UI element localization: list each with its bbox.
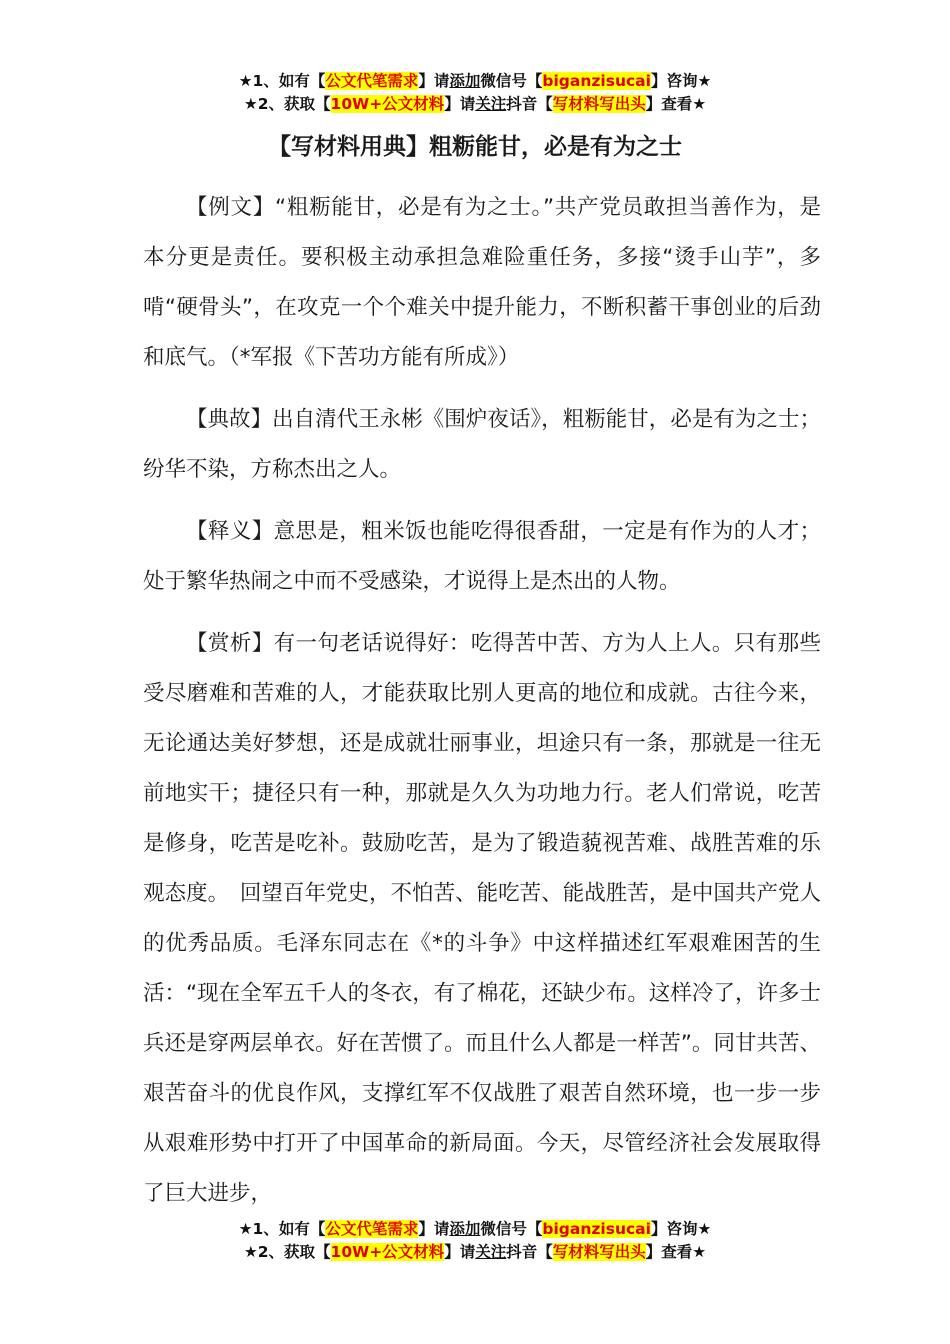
paragraph-appreciation: 【赏析】有一句老话说得好：吃得苦中苦、方为人上人。只有那些受尽磨难和苦难的人，才能获取比别人更高的地位和成就。古往今来，无论通达美好梦想，还是成就壮丽事业，坦途只有一条，那就是一往无前地实干；捷径只有一种，那就是久久为功地力行。老人们常说，吃苦是修身，吃苦是吃补。鼓励吃苦，是为了锻造藐视苦难、战胜苦难的乐观态度。 回望百年党史，不怕苦、能吃苦、能战胜苦，是中国共产党人的优秀品质。毛泽东同志在《*的斗争》中这样描述红军艰难困苦的生活：“现在全军五千人的冬衣，有了棉花，还缺少布。这样冷了，许多士兵还是穿两层单衣。好在苦惯了。而且什么人都是一样苦”。同甘共苦、艰苦奋斗的优良作风，支撑红军不仅战胜了艰苦自然环境，也一步一步从艰难形势中打开了中国革命的新局面。今天，尽管经济社会发展取得了巨大进步，: [143, 631, 821, 1206]
promo-text: 微信号【: [480, 72, 543, 90]
promo-highlight: 公文代笔需求: [325, 72, 419, 90]
promo-highlight: 10W+公文材料: [330, 95, 445, 113]
promo-text: ★2、获取【: [243, 95, 331, 113]
promo-underlined: 添加: [449, 1220, 481, 1238]
promo-highlight-wechat-id: biganzisucai: [542, 1220, 651, 1238]
promo-underlined: 关注: [475, 1243, 507, 1261]
promo-highlight-douyin: 写材料写出头: [552, 95, 646, 113]
paragraph-meaning: 【释义】意思是，粗米饭也能吃得很香甜，一定是有作为的人才；处于繁华热闹之中而不受感染，才说得上是杰出的人物。: [143, 519, 821, 594]
promo-text: ★2、获取【: [243, 1243, 331, 1261]
paragraph-example: 【例文】“粗粝能甘，必是有为之士。”共产党员敢担当善作为，是本分更是责任。要积极主动承担急难险重任务，多接“烫手山芋”，多啃“硬骨头”，在攻克一个个难关中提升能力，不断积蓄干事创业的后劲和底气。（*军报《下苦功方能有所成》）: [143, 195, 821, 370]
promo-text: 微信号【: [480, 1220, 543, 1238]
promo-text: 】查看★: [645, 1243, 707, 1261]
promo-highlight: 公文代笔需求: [325, 1220, 419, 1238]
promo-text: 】请: [418, 1220, 450, 1238]
document-body: [143, 183, 821, 1231]
promo-highlight-wechat-id: biganzisucai: [542, 72, 651, 90]
promo-text: 】咨询★: [650, 72, 712, 90]
promo-highlight-douyin: 写材料写出头: [552, 1243, 646, 1261]
promo-underlined: 添加: [449, 72, 481, 90]
promo-text: 】咨询★: [650, 1220, 712, 1238]
promo-highlight: 10W+公文材料: [330, 1243, 445, 1261]
promo-text: ★1、如有【: [238, 72, 326, 90]
header-promo-line-2: [0, 93, 950, 115]
promo-underlined: 关注: [475, 95, 507, 113]
promo-text: ★1、如有【: [238, 1220, 326, 1238]
promo-text: 】查看★: [645, 95, 707, 113]
promo-text: 】请: [444, 1243, 476, 1261]
promo-text: 抖音【: [506, 95, 553, 113]
promo-text: 抖音【: [506, 1243, 553, 1261]
footer-promo-line-1: [0, 1218, 950, 1240]
footer-promo-line-2: [0, 1241, 950, 1263]
paragraph-allusion: 【典故】出自清代王永彬《围炉夜话》，粗粝能甘，必是有为之士；纷华不染，方称杰出之人。: [143, 407, 821, 482]
promo-text: 】请: [444, 95, 476, 113]
document-title: 【写材料用典】粗粝能甘，必是有为之士: [268, 134, 682, 160]
header-promo-line-1: [0, 70, 950, 92]
promo-text: 】请: [418, 72, 450, 90]
